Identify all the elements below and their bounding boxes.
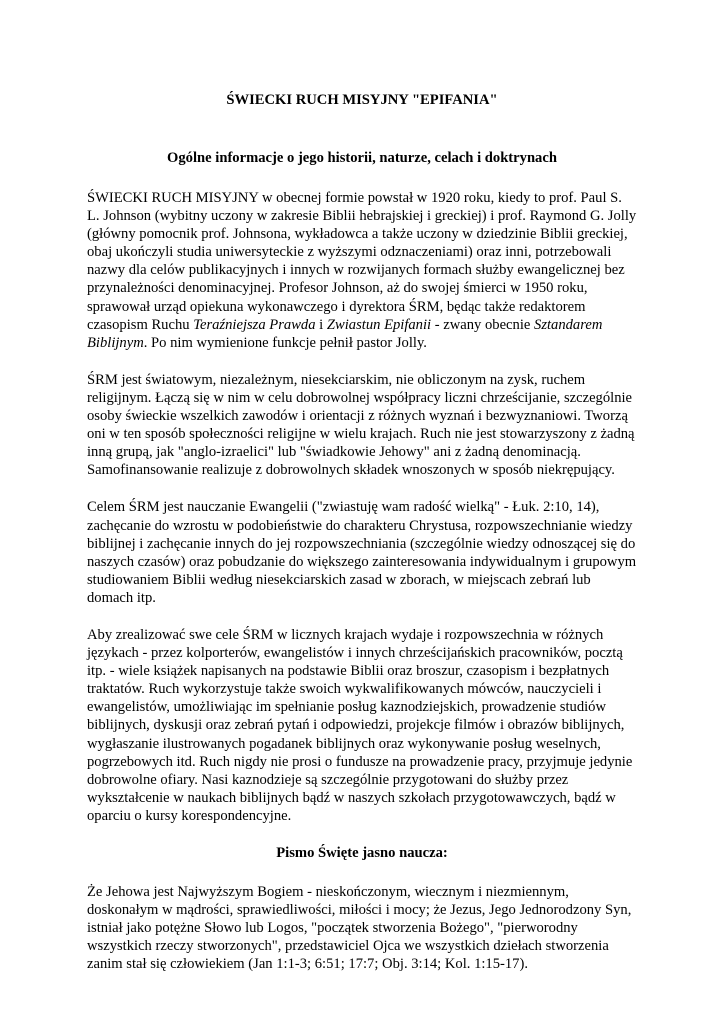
text-line: Aby zrealizować swe cele ŚRM w licznych krajach wydaje i rozpowszechnia w różnych: [87, 626, 604, 643]
text-line: zachęcanie do wzrostu w podobieństwie do charakteru Chrystusa, rozpowszechnianie wiedzy: [87, 517, 633, 534]
text-line: obaj ukończyli studia uniwersyteckie z wyższymi odznaczeniami) oraz inni, potrzebowali: [87, 244, 612, 261]
text-line: itp. - wiele książek napisanych na podstawie Biblii oraz broszur, czasopism i bezpłatnych: [87, 663, 610, 680]
periodical-title: Sztandarem: [534, 316, 603, 333]
text-line: studiowaniem Biblii według niesekciarskich zasad w zborach, w miejscach zebrań lub: [87, 571, 591, 588]
text-line: naszych czasów) oraz pobudzanie do większego zainteresowania indywidualnym i grupowym: [87, 553, 637, 570]
text-run: czasopism Ruchu: [87, 316, 194, 333]
text-line: religijnym. Łączą się w nim w celu dobrowolnej współpracy liczni chrześcijanie, szczególnie: [87, 389, 633, 406]
text-line: Że Jehowa jest Najwyższym Bogiem - nieskończonym, wiecznym i niezmiennym,: [87, 884, 569, 900]
paragraph-history: [87, 189, 637, 352]
text-line: L. Johnson (wybitny uczony w zakresie Biblii hebrajskiej i greckiej) i prof. Raymond G. Jolly: [87, 208, 637, 225]
text-line: inną grupą, jak "anglo-izraelici" lub "świadkowie Jehowy" ani z żadną denominacją.: [87, 444, 581, 461]
text-line: wykształcenie w naukach biblijnych bądź w naszych szkołach przygotowawczych, bądź w: [87, 789, 616, 806]
document-title: ŚWIECKI RUCH MISYJNY "EPIFANIA": [226, 92, 498, 108]
text-line: ŚRM jest światowym, niezależnym, niesekciarskim, nie obliczonym na zysk, ruchem: [87, 371, 586, 388]
paragraph-activities: [87, 626, 637, 825]
text-line: traktatów. Ruch wykorzystuje także swoich wykwalifikowanych mówców, nauczycieli i: [87, 681, 602, 698]
paragraph-goals: [87, 498, 637, 607]
text-line: Samofinansowanie realizuje z dobrowolnych składek wnoszonych w sposób niekrępujący.: [87, 462, 615, 479]
text-line: przynależności denominacyjnej. Profesor Johnson, aż do swojej śmierci w 1950 roku,: [87, 280, 588, 297]
text-line: biblijnych, dyskusji oraz zebrań pytań i odpowiedzi, projekcje filmów i obrazów biblijnych,: [87, 717, 625, 734]
text-line: oparciu o kursy korespondencyjne.: [87, 807, 292, 824]
text-line: zanim stał się człowiekiem (Jan 1:1-3; 6:51; 17:7; Obj. 3:14; Kol. 1:15-17).: [87, 956, 528, 973]
paragraph-nature: [87, 371, 637, 480]
text-line: domach itp.: [87, 589, 156, 606]
text-line: istniał jako potężne Słowo lub Logos, "początek stworzenia Bożego", "pierworodny: [87, 920, 578, 937]
text-line: [87, 316, 637, 334]
text-line: sprawował urząd opiekuna wykonawczego i dyrektora ŚRM, będąc także redaktorem: [87, 298, 586, 315]
text-line: osoby świeckie wszelkich zawodów i orientacji z różnych wyznań i bezwyznaniowi. Tworzą: [87, 408, 628, 425]
text-line: dobrowolne ofiary. Nasi kaznodzieje są szczególnie przygotowani do służby przez: [87, 771, 569, 788]
text-line: ŚWIECKI RUCH MISYJNY w obecnej formie powstał w 1920 roku, kiedy to prof. Paul S.: [87, 190, 622, 206]
document-subtitle: Ogólne informacje o jego historii, naturze, celach i doktrynach: [167, 150, 557, 166]
text-line: ewangelistów, umożliwiając im spełnianie posług kaznodziejskich, prowadzenie studiów: [87, 699, 607, 716]
text-line: biblijnej i zachęcanie innych do jej rozpowszechniania (szczególnie wiedzy odnoszącej się do: [87, 535, 636, 552]
text-line: pogrzebowych itd. Ruch nigdy nie prosi o fundusze na prowadzenie pracy, przyjmuje jedynie: [87, 753, 633, 770]
text-line: wszystkich rzeczy stworzonych", przedstawiciel Ojca we wszystkich dziełach stworzenia: [87, 938, 609, 955]
text-line: [87, 334, 637, 352]
paragraph-doctrine: [87, 883, 637, 973]
text-run: . Po nim wymienione funkcje pełnił pastor Jolly.: [143, 334, 427, 351]
text-line: nazwy dla celów publikacyjnych i innych w rozwijanych formach służby ewangelicznej bez: [87, 262, 625, 279]
periodical-title: Zwiastun Epifanii: [326, 316, 432, 333]
text-line: oni w ten sposób społeczności religijne w wielu krajach. Ruch nie jest stowarzyszony z żadną: [87, 426, 635, 443]
text-line: Celem ŚRM jest nauczanie Ewangelii ("zwiastuję wam radość wielką" - Łuk. 2:10, 14),: [87, 499, 600, 516]
document-page: [87, 91, 637, 992]
text-line: wygłaszanie ilustrowanych pogadanek biblijnych oraz wykonywanie posług weselnych,: [87, 735, 601, 752]
text-run: - zwany obecnie: [431, 316, 535, 333]
periodical-title: Biblijnym: [87, 334, 144, 351]
periodical-title: Teraźniejsza Prawda: [193, 316, 316, 333]
text-line: doskonałym w mądrości, sprawiedliwości, miłości i mocy; że Jezus, Jego Jednorodzony Syn,: [87, 902, 632, 919]
text-line: językach - przez kolporterów, ewangelistów i innych chrześcijańskich pracowników, pocztą: [87, 645, 623, 662]
text-line: (główny pomocnik prof. Johnsona, wykładowca a także uczony w dziedzinie Biblii greckiej,: [87, 226, 628, 243]
text-run: i: [315, 316, 327, 333]
section-heading: Pismo Święte jasno naucza:: [276, 845, 448, 861]
